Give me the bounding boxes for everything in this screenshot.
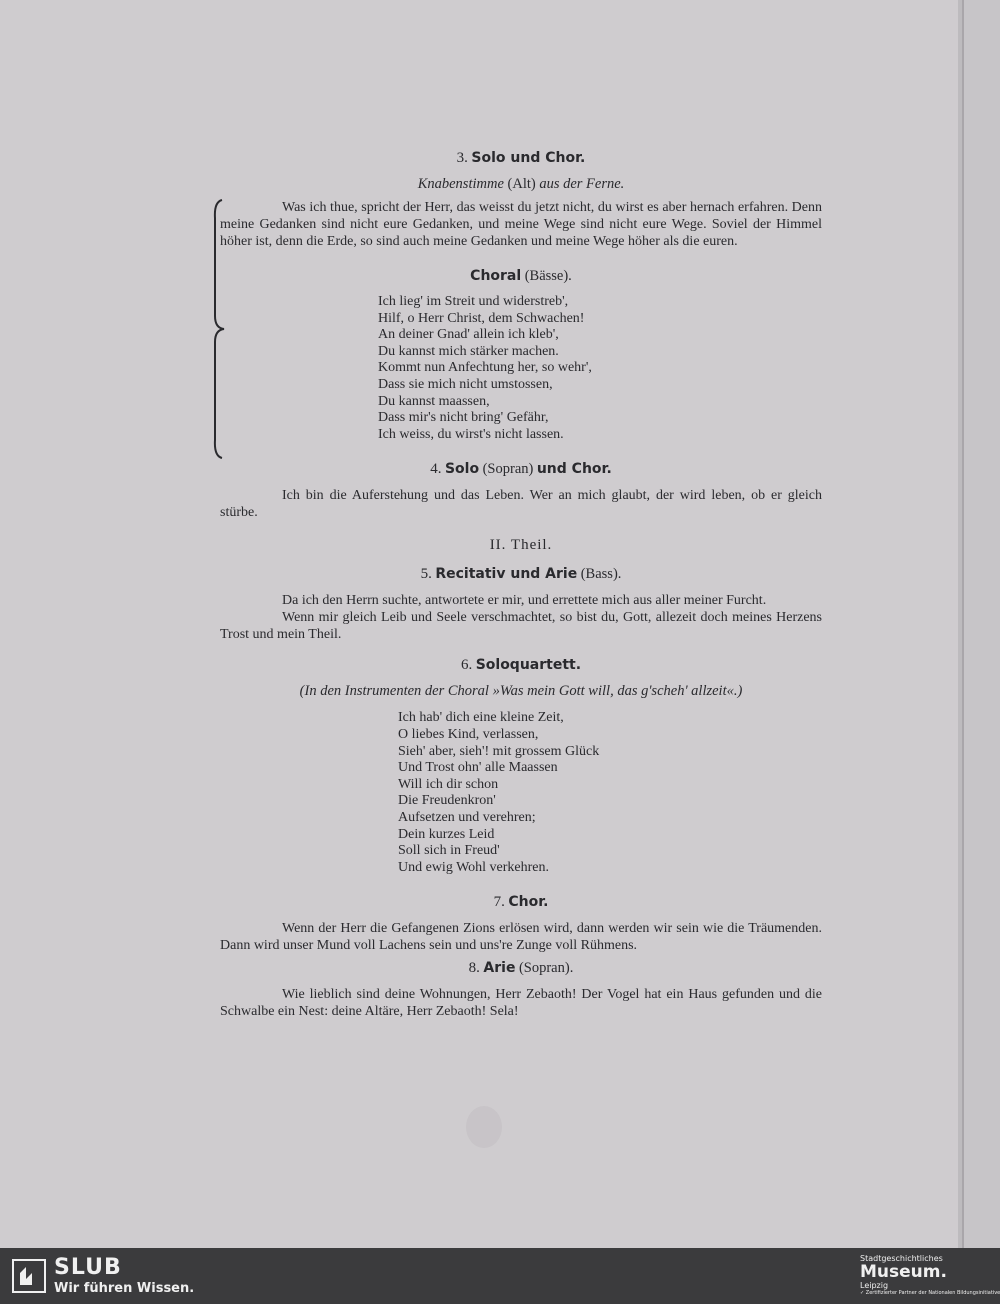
verse-line: Will ich dir schon (398, 776, 499, 792)
verse-line: Die Freudenkron' (398, 793, 496, 809)
museum-line-4: ✓ Zertifizierter Partner der Nationalen Bildungsinitiative (860, 1290, 1000, 1296)
section-7-text: Wenn der Herr die Gefangenen Zions erlösen wird, dann werden wir sein wie die Träumenden. Dann wird unser Mund voll Lachens sein und uns're Zunge voll Rühmens. (220, 921, 822, 954)
section-5-text-2: Wenn mir gleich Leib und Seele verschmachtet, so bist du, Gott, allezeit doch meines Herzens Trost und mein Theil. (220, 610, 822, 643)
section-title: Recitativ und Arie (435, 566, 578, 583)
section-title: Chor. (508, 894, 549, 911)
museum-logo[interactable] (860, 1254, 1000, 1296)
choral-title: Choral (470, 268, 522, 284)
choral-heading (220, 268, 822, 285)
verse-line: Dass sie mich nicht umstossen, (378, 376, 553, 392)
quartet-verse (398, 710, 822, 876)
section-3-text: Was ich thue, spricht der Herr, das weisst du jetzt nicht, du wirst es aber hernach erfahren. Denn meine Gedanken sind nicht eure Gedanken, und meine Wege sind nicht eure Wege. Soviel der Himmel höher ist, denn die Erde, so sind auch meine Gedanken und meine Wege höher als die euren. (220, 200, 822, 249)
slub-tagline: Wir führen Wissen. (54, 1281, 195, 1296)
section-8-text: Wie lieblich sind deine Wohnungen, Herr Zebaoth! Der Vogel hat ein Haus gefunden und die Schwalbe ein Nest: deine Altäre, Herr Zebaoth! Sela! (220, 987, 822, 1020)
verse-line: Ich lieg' im Streit und widerstreb', (378, 294, 569, 309)
subtitle-part: (Alt) (507, 176, 536, 192)
verse-line: Dass mir's nicht bring' Gefähr, (378, 410, 549, 426)
section-number: 8. (468, 960, 480, 977)
slub-logo-icon[interactable] (12, 1259, 46, 1293)
section-title: Arie (483, 960, 516, 977)
museum-line-1: Stadtgeschichtliches (860, 1254, 943, 1263)
part-heading: II. Theil. (489, 537, 553, 554)
subtitle-part: Knabenstimme (417, 176, 504, 192)
museum-line-3: Leipzig (860, 1281, 889, 1290)
section-title: Soloquartett. (475, 657, 582, 674)
subtitle-part: aus der Ferne. (539, 176, 625, 192)
section-5-heading (220, 566, 822, 583)
verse-line: Hilf, o Herr Christ, dem Schwachen! (378, 310, 585, 326)
verse-line: Und ewig Wohl verkehren. (398, 859, 550, 875)
choral-paren: (Bässe). (524, 268, 572, 284)
section-paren: (Bass). (580, 566, 622, 583)
section-number: 6. (460, 657, 473, 674)
section-title: Solo (444, 461, 480, 478)
section-title: und Chor. (536, 461, 612, 478)
section-number: 3. (456, 150, 468, 166)
slub-name[interactable]: SLUB (54, 1255, 122, 1280)
verse-line: Ich weiss, du wirst's nicht lassen. (378, 426, 564, 442)
verse-line: Dein kurzes Leid (398, 826, 495, 842)
choral-verse (378, 294, 822, 443)
section-4-text: Ich bin die Auferstehung und das Leben. Wer an mich glaubt, der wird leben, ob er gleich stürbe. (220, 488, 822, 521)
section-4-heading (220, 461, 822, 478)
section-3-subtitle (220, 176, 822, 193)
section-title: Solo und Chor. (471, 150, 586, 166)
verse-line: Soll sich in Freud' (398, 843, 500, 859)
section-number: 5. (420, 566, 432, 583)
section-6-heading (220, 657, 822, 674)
next-page-edge (962, 0, 1000, 1248)
section-number: 7. (493, 894, 505, 911)
library-stamp (466, 1106, 502, 1148)
section-5-text-1: Da ich den Herrn suchte, antwortete er mir, und errettete mich aus aller meiner Furcht. (282, 593, 767, 609)
verse-line: O liebes Kind, verlassen, (398, 726, 539, 742)
verse-line: Du kannst mich stärker machen. (378, 343, 559, 359)
instrument-note: (In den Instrumenten der Choral »Was mein Gott will, das g'scheh' allzeit«.) (299, 683, 743, 700)
section-3-heading (220, 150, 822, 167)
section-number: 4. (430, 461, 442, 478)
section-paren: (Sopran). (518, 960, 574, 977)
section-paren: (Sopran) (482, 461, 534, 478)
verse-line: Du kannst maassen, (378, 393, 490, 409)
verse-line: Und Trost ohn' alle Maassen (398, 760, 558, 776)
viewer-footer (0, 1248, 1000, 1304)
verse-line: Kommt nun Anfechtung her, so wehr', (378, 360, 592, 376)
verse-line: Ich hab' dich eine kleine Zeit, (398, 710, 564, 726)
section-8-heading (220, 960, 822, 977)
museum-line-2: Museum. (860, 1262, 947, 1282)
document-text (220, 140, 822, 1026)
verse-line: An deiner Gnad' allein ich kleb', (378, 327, 559, 343)
section-7-heading (220, 894, 822, 911)
verse-line: Sieh' aber, sieh'! mit grossem Glück (398, 743, 600, 759)
verse-line: Aufsetzen und verehren; (398, 809, 536, 825)
